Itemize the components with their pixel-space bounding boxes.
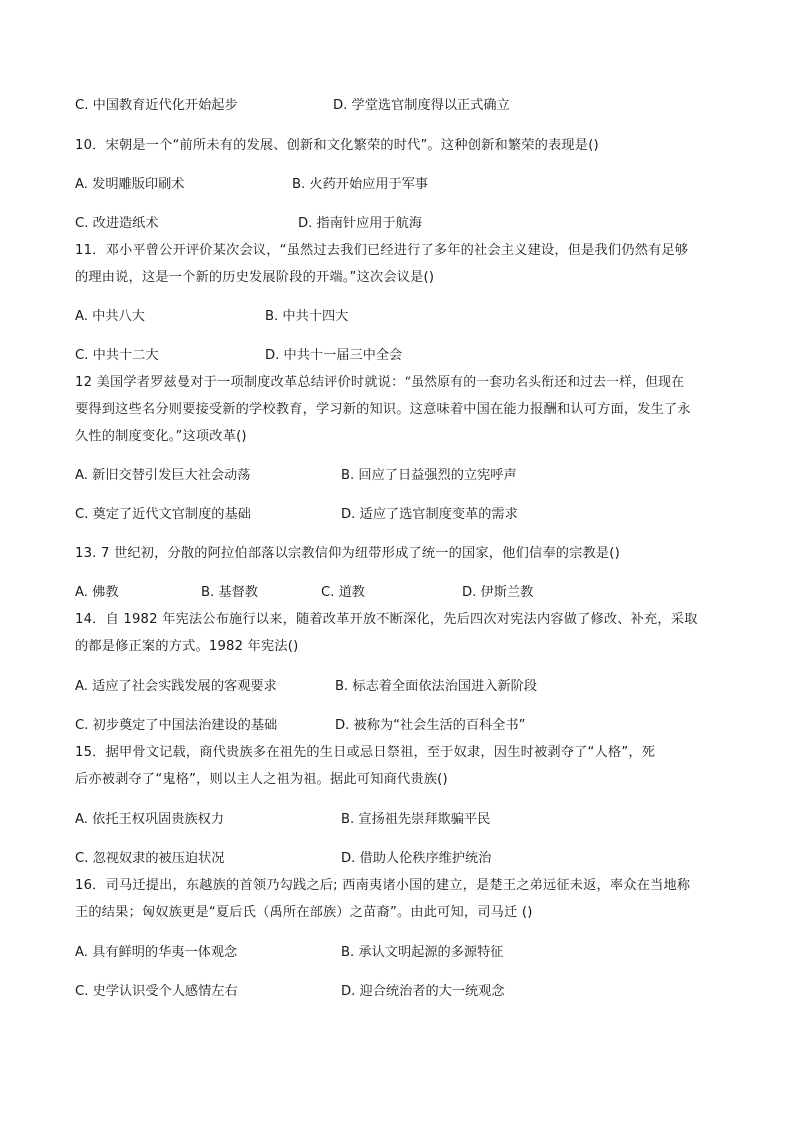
q15-stem-line-1: 15．据甲骨文记载，商代贵族多在祖先的生日或忌日祭祖，至于奴隶，因生时被剥夺了“人格”，死 (75, 745, 656, 760)
q13-option-b: B. 基督教 (201, 585, 258, 600)
q14-stem-line-2: 的都是修正案的方式。1982 年宪法() (75, 639, 299, 654)
q14-option-d: D. 被称为“社会生活的百科全书” (335, 718, 526, 733)
q12-option-c: C. 奠定了近代文官制度的基础 (75, 507, 251, 522)
q12-option-b: B. 回应了日益强烈的立宪呼声 (341, 468, 517, 483)
q12-stem-line-2: 要得到这些名分则要接受新的学校教育，学习新的知识。这意味着中国在能力报酬和认可方面，发生了永 (75, 402, 691, 417)
q11-option-a: A. 中共八大 (75, 309, 145, 324)
q11-stem-line-2: 的理由说，这是一个新的历史发展阶段的开端。”这次会议是() (75, 270, 435, 285)
q16-stem-line-1: 16．司马迁提出，东越族的首领乃勾践之后; 西南夷诸小国的建立，是楚王之弟远征未返，率众在当地称 (75, 878, 691, 893)
q13-stem: 13. 7 世纪初，分散的阿拉伯部落以宗教信仰为纽带形成了统一的国家，他们信奉的宗教是() (75, 546, 620, 561)
q14-option-b: B. 标志着全面依法治国进入新阶段 (335, 679, 538, 694)
q12-stem-line-3: 久性的制度变化。”这项改革() (75, 429, 247, 444)
q11-stem-line-1: 11．邓小平曾公开评价某次会议，“虽然过去我们已经进行了多年的社会主义建设，但是我们仍然有足够 (75, 243, 689, 258)
q15-option-b: B. 宣扬祖先崇拜欺骗平民 (341, 812, 491, 827)
q13-option-d: D. 伊斯兰教 (462, 585, 534, 600)
q16-option-d: D. 迎合统治者的大一统观念 (341, 984, 505, 999)
q12-stem-lead: 12 美国学者罗兹曼对于一项制度改革总结评价时就说： (75, 375, 405, 390)
q10-option-a: A. 发明雕版印刷术 (75, 177, 185, 192)
q12-option-a: A. 新旧交替引发巨大社会动荡 (75, 468, 251, 483)
q14-option-c: C. 初步奠定了中国法治建设的基础 (75, 718, 278, 733)
q15-stem-line-2: 后亦被剥夺了“鬼格”，则以主人之祖为祖。据此可知商代贵族() (75, 772, 448, 787)
q13-option-c: C. 道教 (321, 585, 365, 600)
q9-option-d: D. 学堂选官制度得以正式确立 (333, 98, 510, 113)
q10-stem: 10．宋朝是一个“前所未有的发展、创新和文化繁荣的时代”。这种创新和繁荣的表现是() (75, 138, 599, 153)
q12-quote-start: “虽然原有的一套功名头衔还和过去一样，但现在 (404, 375, 685, 390)
q16-option-b: B. 承认文明起源的多源特征 (341, 945, 504, 960)
q10-option-c: C. 改进造纸术 (75, 216, 159, 231)
q16-option-a: A. 具有鲜明的华夷一体观念 (75, 945, 238, 960)
q16-option-c: C. 史学认识受个人感情左右 (75, 984, 238, 999)
q9-option-c: C. 中国教育近代化开始起步 (75, 98, 238, 113)
q11-option-c: C. 中共十二大 (75, 348, 159, 363)
q13-option-a: A. 佛教 (75, 585, 119, 600)
q12-option-d: D. 适应了选官制度变革的需求 (341, 507, 518, 522)
q14-option-a: A. 适应了社会实践发展的客观要求 (75, 679, 277, 694)
q10-option-b: B. 火药开始应用于军事 (292, 177, 429, 192)
q16-stem-line-2: 王的结果；匈奴族更是“夏后氏（禹所在部族）之苗裔”。由此可知，司马迁 () (75, 905, 533, 920)
q11-option-b: B. 中共十四大 (265, 309, 349, 324)
q15-option-d: D. 借助人伦秩序维护统治 (341, 851, 492, 866)
q15-option-c: C. 忽视奴隶的被压迫状况 (75, 851, 225, 866)
q10-option-d: D. 指南针应用于航海 (298, 216, 423, 231)
q11-option-d: D. 中共十一届三中全会 (265, 348, 403, 363)
q15-option-a: A. 依托王权巩固贵族权力 (75, 812, 225, 827)
q12-stem-line-1 (75, 374, 684, 392)
q14-stem-line-1: 14．自 1982 年宪法公布施行以来，随着改革开放不断深化，先后四次对宪法内容做了修改、补充，采取 (75, 612, 698, 627)
